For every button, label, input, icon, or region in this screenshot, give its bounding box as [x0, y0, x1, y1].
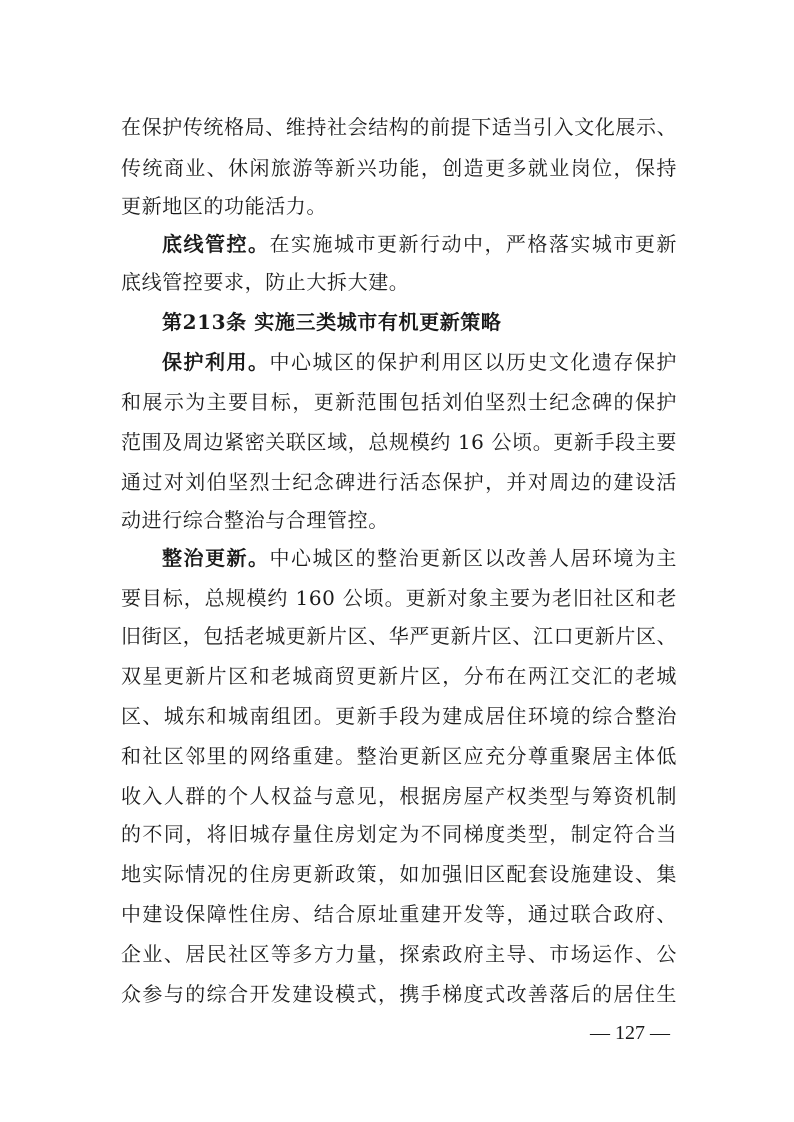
line-text: 更新地区的功能活力。 — [121, 194, 327, 218]
article-heading — [121, 307, 677, 337]
line-text: 区、城东和城南组团。更新手段为建成居住环境的综合整治 — [121, 704, 677, 728]
line-text: 在保护传统格局、维持社会结构的前提下适当引入文化展示、 — [121, 115, 678, 139]
line-text: 中心城区的整治更新区以改善人居环境为主 — [269, 546, 678, 570]
text-line — [121, 701, 677, 731]
line-text: 传统商业、休闲旅游等新兴功能，创造更多就业岗位，保持 — [121, 156, 677, 180]
text-line — [121, 661, 677, 691]
text-line — [121, 191, 677, 221]
line-text: 中心城区的保护利用区以历史文化遗存保护 — [269, 350, 678, 374]
line-text: 范围及周边紧密关联区域，总规模约 16 公顷。更新手段主要 — [121, 430, 677, 454]
line-text: 在实施城市更新行动中，严格落实城市更新 — [269, 232, 678, 256]
text-line — [121, 267, 677, 297]
text-line — [121, 741, 677, 771]
line-text: 和展示为主要目标，更新范围包括刘伯坚烈士纪念碑的保护 — [121, 390, 677, 414]
line-text: 的不同，将旧城存量住房划定为不同梯度类型，制定符合当 — [121, 822, 677, 846]
text-line — [121, 229, 677, 259]
text-line — [121, 112, 677, 142]
text-line — [121, 543, 677, 573]
line-text: 地实际情况的住房更新政策，如加强旧区配套设施建设、集 — [121, 862, 677, 886]
bold-lead: 第213条 实施三类城市有机更新策略 — [162, 310, 502, 334]
bold-lead: 整治更新。 — [162, 546, 270, 570]
text-line — [121, 153, 677, 183]
line-text: 旧街区，包括老城更新片区、华严更新片区、江口更新片区、 — [121, 624, 678, 648]
line-text: 收入人群的个人权益与意见，根据房屋产权类型与筹资机制 — [121, 784, 677, 808]
bold-lead: 保护利用。 — [162, 350, 270, 374]
text-line — [121, 583, 677, 613]
line-text: 底线管控要求，防止大拆大建。 — [121, 270, 410, 294]
line-text: 众参与的综合开发建设模式，携手梯度式改善落后的居住生 — [121, 982, 677, 1006]
line-text: 要目标，总规模约 160 公顷。更新对象主要为老旧社区和老 — [121, 586, 677, 610]
text-line — [121, 621, 677, 651]
page-number: — 127 — — [590, 1022, 670, 1044]
line-text: 企业、居民社区等多方力量，探索政府主导、市场运作、公 — [121, 942, 677, 966]
text-line — [121, 505, 677, 535]
text-line — [121, 899, 677, 929]
text-line — [121, 859, 677, 889]
line-text: 通过对刘伯坚烈士纪念碑进行活态保护，并对周边的建设活 — [121, 470, 677, 494]
text-line — [121, 347, 677, 377]
text-line — [121, 781, 677, 811]
line-text: 中建设保障性住房、结合原址重建开发等，通过联合政府、 — [121, 902, 677, 926]
line-text: 和社区邻里的网络重建。整治更新区应充分尊重聚居主体低 — [121, 744, 677, 768]
bold-lead: 底线管控。 — [162, 232, 270, 256]
text-line — [121, 939, 677, 969]
text-line — [121, 819, 677, 849]
text-line — [121, 427, 677, 457]
line-text: 双星更新片区和老城商贸更新片区，分布在两江交汇的老城 — [121, 664, 677, 688]
text-line — [121, 467, 677, 497]
line-text: 动进行综合整治与合理管控。 — [121, 508, 389, 532]
text-line — [121, 979, 677, 1009]
text-line — [121, 387, 677, 417]
